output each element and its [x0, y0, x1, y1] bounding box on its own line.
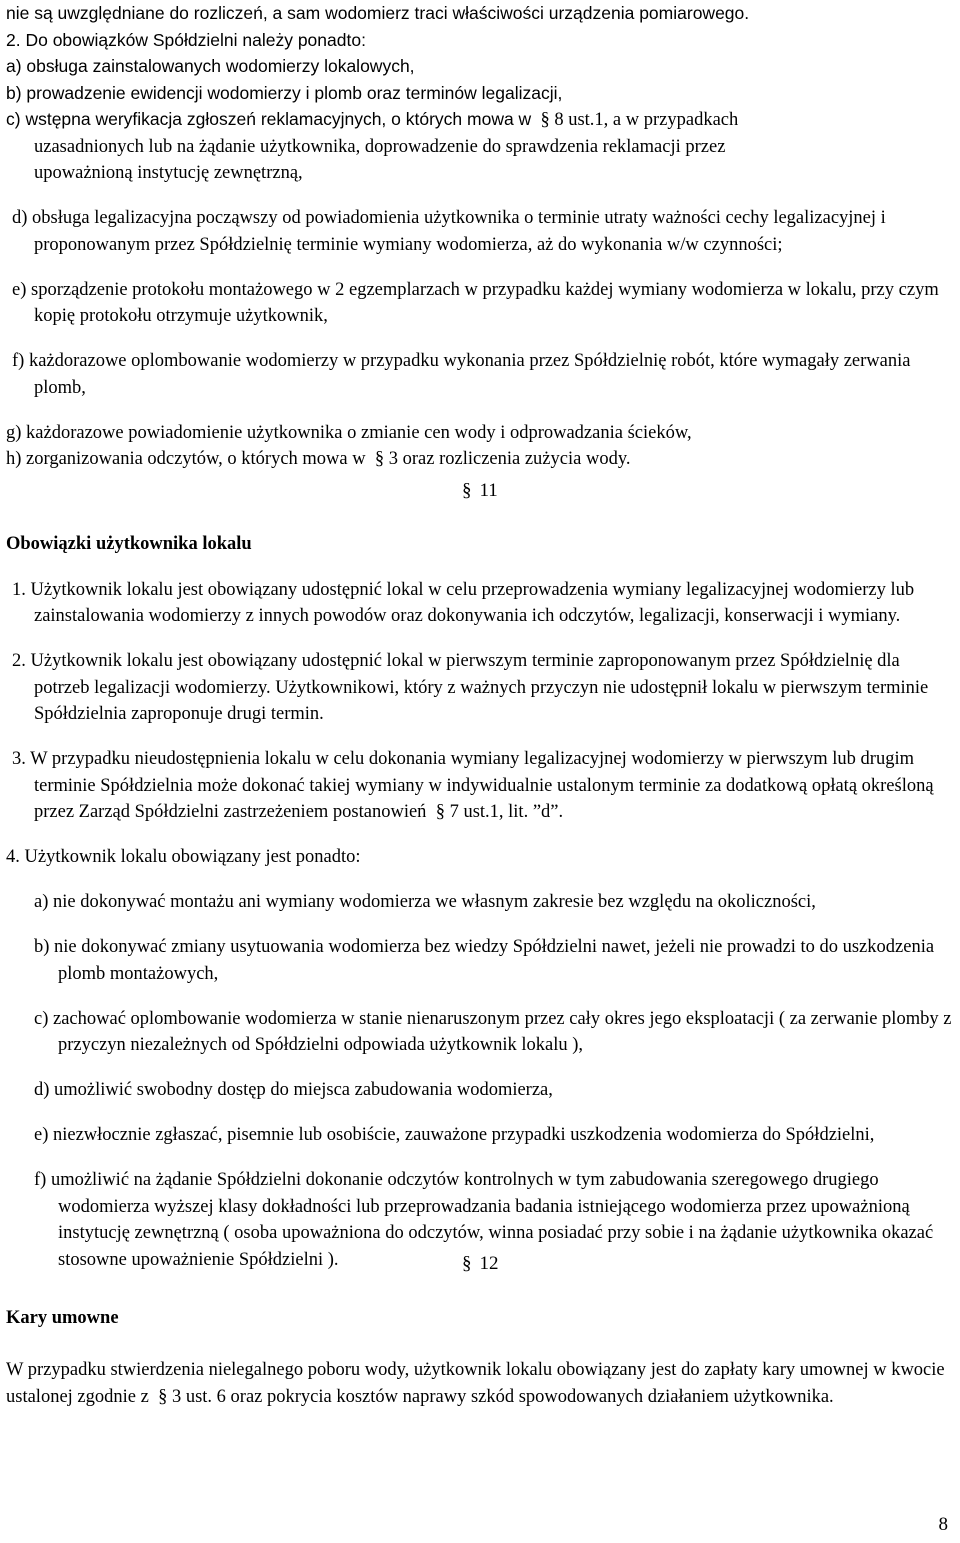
obligations-top-block — [6, 0, 956, 473]
paragraph: 4. Użytkownik lokalu obowiązany jest ponadto: — [6, 847, 361, 867]
list-item: b) nie dokonywać zmiany usytuowania wodomierza bez wiedzy Spółdzielni nawet, jeżeli nie prowadzi to do uszkodzenia plomb montażowych, — [34, 937, 935, 984]
text-line: c) wstępna weryfikacja zgłoszeń reklamacyjnych, o których mowa w § 8 ust.1, a w przypadkach — [6, 109, 739, 130]
text-line: b) prowadzenie ewidencji wodomierzy i plomb oraz terminów legalizacji, — [6, 82, 563, 103]
list-item: d) umożliwić swobodny dostęp do miejsca zabudowania wodomierza, — [34, 1080, 553, 1100]
section-sign-icon: § — [158, 1386, 168, 1407]
list-item: f) każdorazowe oplombowanie wodomierzy w przypadku wykonania przez Spółdzielnię robót, które wymagały zerwania plomb, — [12, 351, 911, 398]
section-sign-icon: § — [435, 802, 445, 822]
section-11-marker: § 11 — [462, 478, 498, 505]
text-line: nie są uwzględniane do rozliczeń, a sam wodomierz traci właściwości urządzenia pomiarowego. — [6, 3, 750, 23]
section-sign-icon: § — [462, 480, 472, 501]
section-sign-icon: § — [540, 110, 550, 130]
text-line: upoważnioną instytucję zewnętrzną, — [34, 163, 303, 183]
paragraph: W przypadku stwierdzenia nielegalnego poboru wody, użytkownik lokalu obowiązany jest do zapłaty kary umownej w kwocie ustalonej zgodnie z § 3 ust. 6 oraz pokrycia kosztów naprawy szkód spowodowanych działaniem użytkownika. — [6, 1360, 945, 1407]
list-item: f) umożliwić na żądanie Spółdzielni dokonanie odczytów kontrolnych w tym zabudowania szeregowego drugiego wodomierza wyższej klasy dokładności lub przeprowadzania badania istniejącego wodomierza przez upoważnioną instytucję zewnętrzną ( osoba upoważniona do odczytów, winna posiadać przy sobie i na żądanie użytkownika okazać stosowne upoważnienie Spółdzielni ). — [34, 1170, 934, 1270]
section-12-marker: § 12 — [462, 1251, 499, 1278]
list-item: g) każdorazowe powiadomienie użytkownika o zmianie cen wody i odprowadzania ścieków, — [6, 422, 692, 443]
list-item: a) nie dokonywać montażu ani wymiany wodomierza we własnym zakresie bez względu na okoliczności, — [34, 892, 816, 912]
paragraph: 2. Użytkownik lokalu jest obowiązany udostępnić lokal w pierwszym terminie zaproponowanym przez Spółdzielnię dla potrzeb legalizacji wodomierzy. Użytkownikowi, który z ważnych przyczyn nie udostępnił lokalu w pierwszym terminie Spółdzielnia zaproponuje drugi termin. — [12, 651, 929, 724]
section-11-body — [6, 558, 954, 1292]
section-12-body — [6, 1357, 951, 1410]
page-number: 8 — [938, 1514, 948, 1535]
list-item: d) obsługa legalizacyjna począwszy od powiadomienia użytkownika o terminie utraty ważności cechy legalizacyjnej i proponowanym przez Spółdzielnię terminie wymiany wodomierza, aż do wykonania w/w czynności; — [12, 208, 886, 255]
list-item: c) zachować oplombowanie wodomierza w stanie nienaruszonym przez cały okres jego eksploatacji ( za zerwanie plomby z przyczyn niezależnych od Spółdzielni odpowiada użytkownik lokalu ), — [34, 1008, 952, 1055]
section-12-heading: Kary umowne — [6, 1308, 119, 1328]
section-11-heading: Obowiązki użytkownika lokalu — [6, 534, 252, 554]
section-sign-icon: § — [462, 1253, 472, 1274]
paragraph: 3. W przypadku nieudostępnienia lokalu w celu dokonania wymiany legalizacyjnej wodomierzy w pierwszym lub drugim terminie Spółdzielnia może dokonać takiej wymiany w indywidualnie ustalonym terminie za dodatkową opłatą określoną przez Zarząd Spółdzielni zastrzeżeniem postanowień § 7 ust.1, lit. ”d”. — [12, 749, 934, 822]
text-line: a) obsługa zainstalowanych wodomierzy lokalowych, — [6, 56, 415, 76]
list-item: e) niezwłocznie zgłaszać, pisemnie lub osobiście, zauważone przypadki uszkodzenia wodomierza do Spółdzielni, — [34, 1125, 875, 1145]
list-item: h) zorganizowania odczytów, o których mowa w § 3 oraz rozliczenia zużycia wody. — [6, 449, 631, 469]
section-sign-icon: § — [374, 449, 385, 469]
text-line: 2. Do obowiązków Spółdzielni należy ponadto: — [6, 29, 366, 50]
text-line: uzasadnionych lub na żądanie użytkownika, doprowadzenie do sprawdzenia reklamacji przez — [34, 136, 726, 157]
paragraph: 1. Użytkownik lokalu jest obowiązany udostępnić lokal w celu przeprowadzenia wymiany legalizacyjnej wodomierzy lub zainstalowania wodomierzy z innych powodów oraz dokonywania ich odczytów, legalizacji, konserwacji i wymiany. — [12, 579, 915, 626]
list-item: e) sporządzenie protokołu montażowego w 2 egzemplarzach w przypadku każdej wymiany wodomierza w lokalu, przy czym kopię protokołu otrzymuje użytkownik, — [12, 279, 939, 326]
